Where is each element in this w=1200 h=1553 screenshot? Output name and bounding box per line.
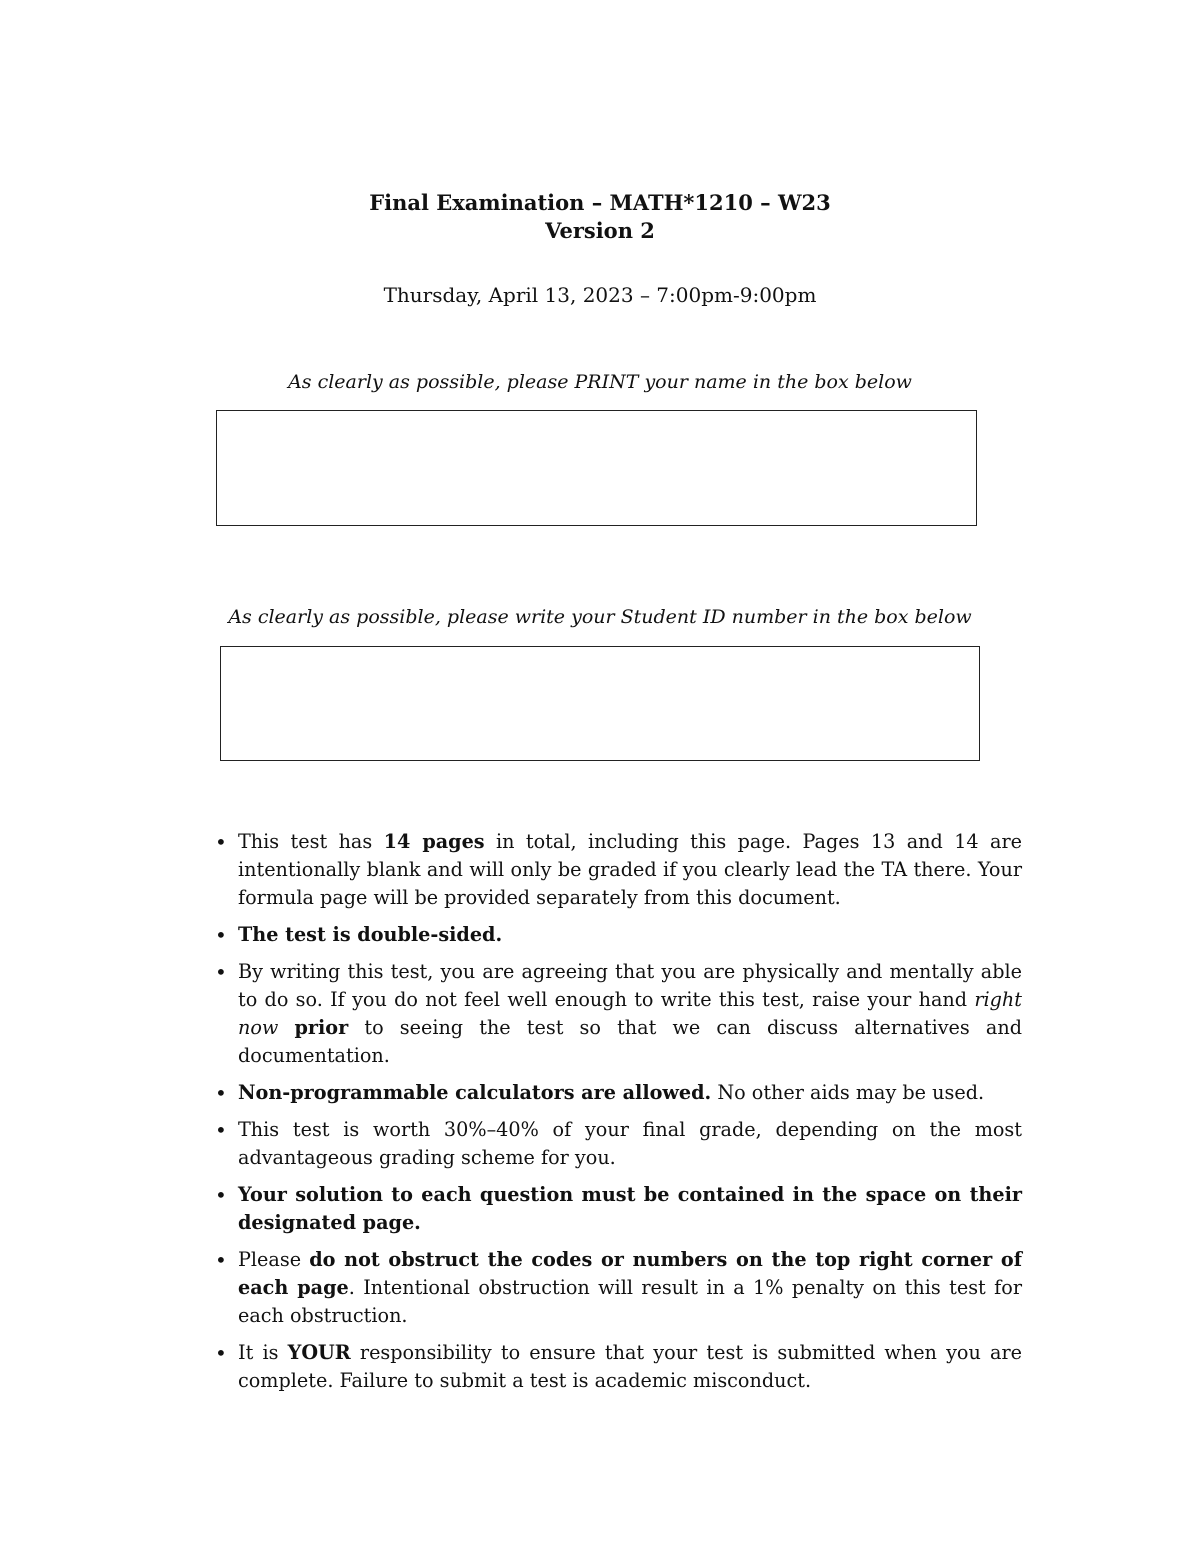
instruction-item	[214, 1246, 1022, 1330]
instruction-text: The test is double-sided.	[238, 923, 503, 946]
instruction-item	[214, 1181, 1022, 1237]
instruction-text: do not obstruct the codes or numbers on the top right corner of each page	[238, 1248, 1022, 1299]
instruction-text: By writing this test, you are agreeing that you are physically and mentally able to do so. If you do not feel well enough to write this test, raise your hand	[238, 960, 1022, 1011]
instruction-text: right now	[238, 988, 1022, 1039]
exam-title: Final Examination – MATH*1210 – W23	[369, 190, 831, 215]
instruction-text: It is	[238, 1341, 288, 1364]
instruction-item	[214, 958, 1022, 1070]
student-id-prompt: As clearly as possible, please write your Student ID number in the box below	[228, 606, 972, 628]
instruction-text: Please	[238, 1248, 310, 1271]
instruction-text: YOUR	[287, 1341, 351, 1364]
instruction-text: prior	[294, 1016, 349, 1039]
exam-version: Version 2	[545, 218, 655, 243]
instruction-text	[278, 1016, 294, 1039]
instruction-text: Non-programmable calculators are allowed.	[238, 1081, 712, 1104]
instruction-item	[214, 921, 1022, 949]
student-id-entry-box[interactable]	[220, 646, 980, 761]
instruction-text: This test is worth 30%–40% of your final grade, depending on the most advantageous grading scheme for you.	[238, 1118, 1022, 1169]
instruction-text: 14 pages	[383, 830, 485, 853]
instruction-text: Your solution to each question must be contained in the space on their designated page.	[238, 1183, 1022, 1234]
instruction-text: in total, including this page. Pages 13 and 14 are intentionally blank and will only be graded if you clearly lead the TA there. Your formula page will be provided separately from this document.	[238, 830, 1022, 909]
instruction-item	[214, 828, 1022, 912]
exam-date: Thursday, April 13, 2023 – 7:00pm-9:00pm	[383, 283, 817, 307]
instructions-list	[214, 828, 1022, 1404]
instruction-item	[214, 1116, 1022, 1172]
instruction-text: No other aids may be used.	[711, 1081, 985, 1104]
instruction-item	[214, 1339, 1022, 1395]
instruction-item	[214, 1079, 1022, 1107]
instruction-text: responsibility to ensure that your test is submitted when you are complete. Failure to submit a test is academic misconduct.	[238, 1341, 1022, 1392]
instruction-text: . Intentional obstruction will result in a 1% penalty on this test for each obstruction.	[238, 1276, 1022, 1327]
instruction-text: This test has	[238, 830, 384, 853]
name-entry-box[interactable]	[216, 410, 977, 526]
name-prompt: As clearly as possible, please PRINT your name in the box below	[288, 371, 912, 393]
instruction-text: to seeing the test so that we can discuss alternatives and documentation.	[238, 1016, 1022, 1067]
